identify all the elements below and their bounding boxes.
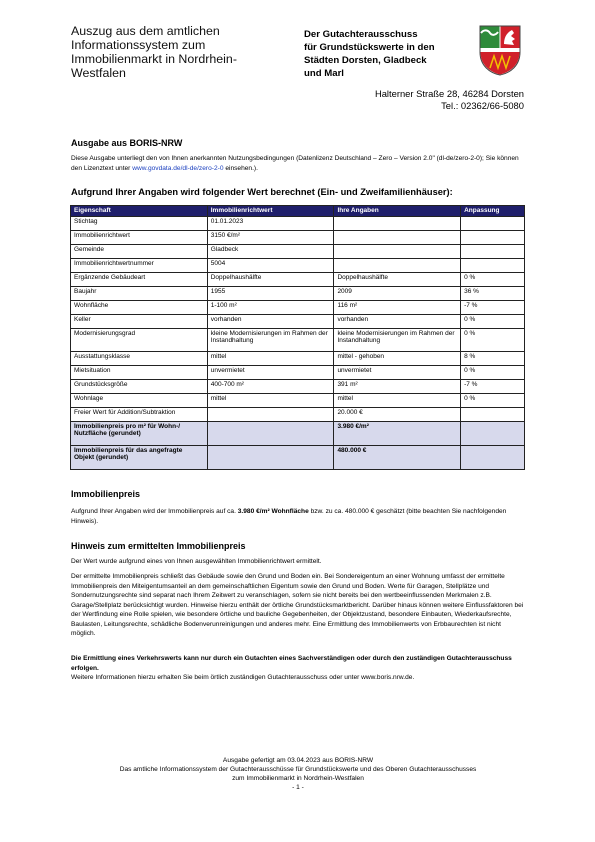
intro-title: Ausgabe aus BORIS-NRW <box>71 138 183 148</box>
table-cell <box>461 217 525 231</box>
table-cell: Wohnlage <box>71 394 208 408</box>
table-cell: Wohnfläche <box>71 301 208 315</box>
footer-line: Das amtliche Informationssystem der Gutachterausschüsse für Grundstückswerte und des Oberen Gutachterausschusses <box>119 766 477 773</box>
table-row <box>71 301 525 315</box>
table-row <box>71 329 525 352</box>
table-cell <box>334 217 461 231</box>
table-cell: mittel <box>207 394 334 408</box>
license-notice: Diese Ausgabe unterliegt den von Ihnen anerkannten Nutzungsbedingungen (Datenlizenz Deutschland – Zero – Version 2.0" (dl-de/zero-2-0); Sie können den Lizenztext unter www.govdata.de/dl-de/zero-2-0 einsehen.). <box>71 155 519 172</box>
header-left-line: Auszug aus dem amtlichen <box>71 24 220 38</box>
table-cell: Immobilienpreis pro m² für Wohn-/ Nutzfläche (gerundet) <box>71 422 208 446</box>
table-title: Aufgrund Ihrer Angaben wird folgender Wert berechnet (Ein- und Zweifamilienhäuser): <box>71 187 453 197</box>
table-row <box>71 366 525 380</box>
price-per-sqm: 3.980 €/m² Wohnfläche <box>237 508 309 515</box>
table-cell: 3150 €/m² <box>207 231 334 245</box>
table-cell: 0 % <box>461 366 525 380</box>
header-right-line: Der Gutachterausschuss <box>304 29 418 40</box>
table-cell: 36 % <box>461 287 525 301</box>
note-paragraph-1: Der Wert wurde aufgrund eines von Ihnen ausgewählten Immobilienrichtwert ermittelt. <box>71 558 322 565</box>
table-cell: mittel - gehoben <box>334 352 461 366</box>
header-right-line: Städten Dorsten, Gladbeck <box>304 55 427 66</box>
table-cell: Grundstücksgröße <box>71 380 208 394</box>
table-cell: Gemeinde <box>71 245 208 259</box>
table-cell: 0 % <box>461 315 525 329</box>
table-row <box>71 394 525 408</box>
table-cell <box>461 259 525 273</box>
table-cell <box>461 231 525 245</box>
table-row <box>71 408 525 422</box>
note-paragraph-2: Der ermittelte Immobilienpreis schließt das Gebäude sowie den Grund und Boden ein. Bei Sondereigentum an einer Wohnung umfasst der ermittelte Immobilienpreis den Miteigentumsanteil an dem gemeinschaftlichen Eigentum sowie den Grund und Boden. Werte für Garagen, Stellplätze und Sondernutzungsrechte sind separat nach Ihrem Zeitwert zu veranschlagen, sofern sie nicht bereits bei den wertbeeinflussenden Merkmalen z.B. Garage/Stellplatz berücksichtigt wurden. Hinweise hierzu enthält der örtliche Grundstücksmarktbericht. Darüber hinaus können weitere Einflussfaktoren bei der Wertfindung eine Rolle spielen, wie besondere örtliche und bauliche Gegebenheiten, der Objektzustand, besondere Einbauten, Wiederkaufsrechte, Baulasten, Leitungsrechte, schädliche Bodenverunreinigungen und anderes mehr. Eine Ermittlung des Immobilienwerts von Erbbaurechten ist nicht möglich. <box>71 573 524 637</box>
table-cell <box>207 408 334 422</box>
table-cell: vorhanden <box>334 315 461 329</box>
table-cell: unvermietet <box>207 366 334 380</box>
table-cell: Doppelhaushälfte <box>207 273 334 287</box>
table-summary-row <box>71 422 525 446</box>
table-cell: Freier Wert für Addition/Subtraktion <box>71 408 208 422</box>
table-cell: Ausstattungsklasse <box>71 352 208 366</box>
nrw-coat-of-arms-icon <box>478 24 522 76</box>
header-left-line: Immobilienmarkt in Nordrhein- <box>71 52 237 66</box>
column-header: Ihre Angaben <box>334 206 461 217</box>
header-right-line: für Grundstückswerte in den <box>304 42 435 53</box>
table-cell: Immobilienrichtwert <box>71 231 208 245</box>
table-row <box>71 380 525 394</box>
table-cell: 1-100 m² <box>207 301 334 315</box>
valuation-table <box>70 205 525 470</box>
table-cell <box>461 446 525 470</box>
table-cell: -7 % <box>461 380 525 394</box>
table-cell: -7 % <box>461 301 525 315</box>
table-cell <box>461 422 525 446</box>
table-cell: unvermietet <box>334 366 461 380</box>
header-committee-name <box>304 28 474 80</box>
column-header: Eigenschaft <box>71 206 208 217</box>
table-cell: 0 % <box>461 329 525 352</box>
table-cell: Immobilienrichtwertnummer <box>71 259 208 273</box>
table-cell: vorhanden <box>207 315 334 329</box>
table-cell <box>461 408 525 422</box>
table-row <box>71 352 525 366</box>
table-header-row <box>71 206 525 217</box>
page-footer <box>71 756 525 792</box>
table-cell: Gladbeck <box>207 245 334 259</box>
table-cell: Baujahr <box>71 287 208 301</box>
table-row <box>71 231 525 245</box>
table-cell: 0 % <box>461 273 525 287</box>
header-left-line: Westfalen <box>71 66 126 80</box>
table-cell <box>207 446 334 470</box>
table-cell: 116 m² <box>334 301 461 315</box>
license-link[interactable]: www.govdata.de/dl-de/zero-2-0 <box>132 164 224 172</box>
table-row <box>71 259 525 273</box>
table-cell <box>334 231 461 245</box>
column-header: Anpassung <box>461 206 525 217</box>
table-cell: mittel <box>334 394 461 408</box>
note-section-title: Hinweis zum ermittelten Immobilienpreis <box>71 541 246 551</box>
page-number: - 1 - <box>292 784 304 791</box>
note-paragraph-3 <box>71 654 525 683</box>
table-cell: Keller <box>71 315 208 329</box>
table-cell: 2009 <box>334 287 461 301</box>
table-cell: kleine Modernisierungen im Rahmen der Instandhaltung <box>334 329 461 352</box>
table-cell: Mietsituation <box>71 366 208 380</box>
table-cell: Ergänzende Gebäudeart <box>71 273 208 287</box>
table-cell: 480.000 € <box>334 446 461 470</box>
table-cell: 20.000 € <box>334 408 461 422</box>
table-cell: 01.01.2023 <box>207 217 334 231</box>
table-cell <box>334 245 461 259</box>
table-summary-row <box>71 446 525 470</box>
note-disclaimer: Die Ermittlung eines Verkehrswerts kann nur durch ein Gutachten eines Sachverständigen oder durch den zuständigen Gutachterausschuss erfolgen. <box>71 655 512 672</box>
address-line: Halterner Straße 28, 46284 Dorsten <box>374 88 524 99</box>
table-row <box>71 315 525 329</box>
table-cell <box>461 245 525 259</box>
header-right-line: und Marl <box>304 68 344 79</box>
note-more-info: Weitere Informationen hierzu erhalten Sie beim örtlich zuständigen Gutachterausschuss oder unter www.boris.nrw.de. <box>71 674 415 681</box>
table-row <box>71 287 525 301</box>
table-cell: mittel <box>207 352 334 366</box>
table-cell: 8 % <box>461 352 525 366</box>
column-header: Immobilienrichtwert <box>207 206 334 217</box>
table-cell: Doppelhaushälfte <box>334 273 461 287</box>
footer-line: Ausgabe gefertigt am 03.04.2023 aus BORIS-NRW <box>222 757 374 764</box>
price-paragraph: Aufgrund Ihrer Angaben wird der Immobilienpreis auf ca. 3.980 €/m² Wohnfläche bzw. zu ca. 480.000 € geschätzt (bitte beachten Sie nachfolgenden Hinweis). <box>71 508 507 525</box>
price-section-title: Immobilienpreis <box>71 489 141 499</box>
table-cell: kleine Modernisierungen im Rahmen der Instandhaltung <box>207 329 334 352</box>
header-authority-title <box>71 24 276 80</box>
table-cell <box>334 259 461 273</box>
table-row <box>71 245 525 259</box>
table-cell: Immobilienpreis für das angefragte Objekt (gerundet) <box>71 446 208 470</box>
table-cell: 391 m² <box>334 380 461 394</box>
footer-line: zum Immobilienmarkt in Nordrhein-Westfalen <box>232 775 364 782</box>
table-cell: Modernisierungsgrad <box>71 329 208 352</box>
table-row <box>71 273 525 287</box>
table-cell: 400-700 m² <box>207 380 334 394</box>
table-cell: 0 % <box>461 394 525 408</box>
table-cell: Stichtag <box>71 217 208 231</box>
table-cell: 1955 <box>207 287 334 301</box>
table-cell: 5004 <box>207 259 334 273</box>
table-cell <box>207 422 334 446</box>
contact-block <box>304 88 524 112</box>
table-row <box>71 217 525 231</box>
phone-line: Tel.: 02362/66-5080 <box>441 100 524 111</box>
header-left-line: Informationssystem zum <box>71 38 206 52</box>
table-cell: 3.980 €/m² <box>334 422 461 446</box>
